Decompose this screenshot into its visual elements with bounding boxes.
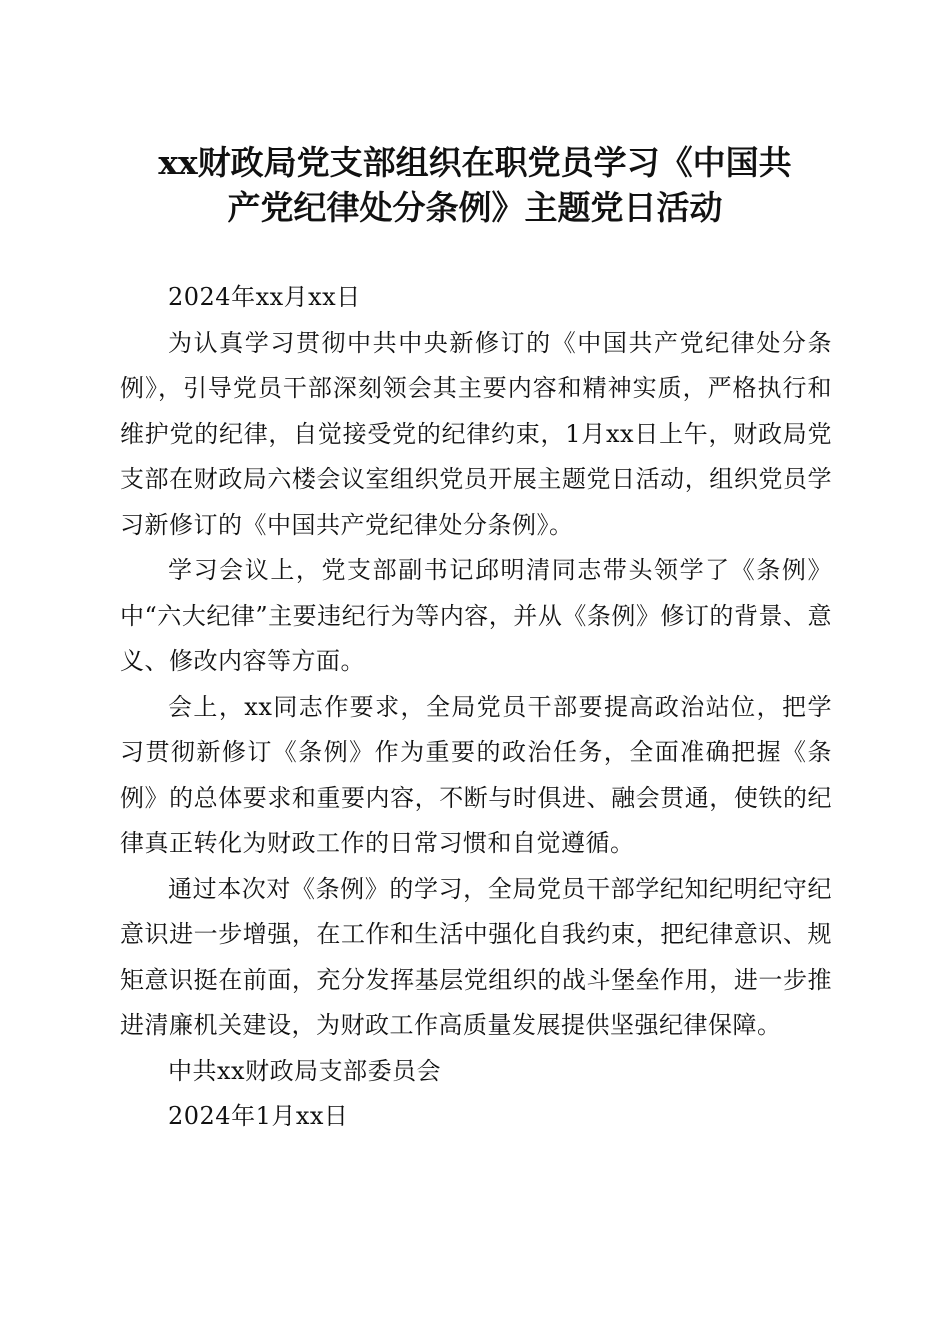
paragraph-2: 学习会议上，党支部副书记邱明清同志带头领学了《条例》中“六大纪律”主要违纪行为等内容，并从《条例》修订的背景、意义、修改内容等方面。 — [120, 556, 832, 675]
signature-date: 2024年1月xx日 — [168, 1102, 349, 1130]
document-date: 2024年xx月xx日 — [168, 283, 361, 311]
paragraph-3: 会上，xx同志作要求，全局党员干部要提高政治站位，把学习贯彻新修订《条例》作为重要的政治任务，全面准确把握《条例》的总体要求和重要内容，不断与时俱进、融会贯通，使铁的纪律真正转化为财政工作的日常习惯和自觉遵循。 — [120, 692, 832, 857]
paragraph-1: 为认真学习贯彻中共中央新修订的《中国共产党纪律处分条例》，引导党员干部深刻领会其主要内容和精神实质，严格执行和维护党的纪律，自觉接受党的纪律约束，1月xx日上午，财政局党支部在财政局六楼会议室组织党员开展主题党日活动，组织党员学习新修订的《中国共产党纪律处分条例》。 — [120, 328, 832, 539]
paragraph-4: 通过本次对《条例》的学习，全局党员干部学纪知纪明纪守纪意识进一步增强，在工作和生活中强化自我约束，把纪律意识、规矩意识挺在前面，充分发挥基层党组织的战斗堡垒作用，进一步推进清廉机关建设，为财政工作高质量发展提供坚强纪律保障。 — [120, 874, 832, 1039]
document-body — [120, 275, 832, 1140]
signature-org: 中共xx财政局支部委员会 — [168, 1056, 442, 1085]
document-title — [110, 140, 840, 230]
title-line-1: xx财政局党支部组织在职党员学习《中国共 — [158, 143, 792, 182]
title-line-2: 产党纪律处分条例》主题党日活动 — [227, 188, 723, 227]
